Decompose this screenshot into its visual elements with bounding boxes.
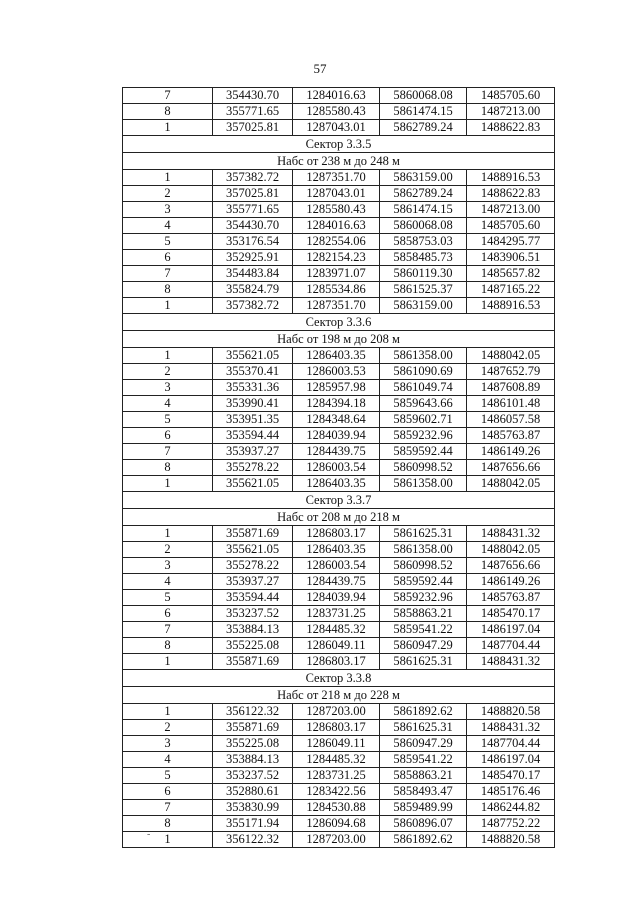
coordinate-cell: 1484295.77 xyxy=(467,234,555,250)
coordinate-cell: 353176.54 xyxy=(213,234,293,250)
coordinate-cell: 354483.84 xyxy=(213,266,293,282)
table-row xyxy=(123,234,555,250)
coordinate-cell: 5860998.52 xyxy=(380,460,467,476)
table-row xyxy=(123,282,555,298)
coordinate-cell: 1284439.75 xyxy=(293,444,380,460)
table-row xyxy=(123,526,555,542)
coordinate-cell: 1487165.22 xyxy=(467,282,555,298)
sector-header: Набс от 238 м до 248 м xyxy=(123,153,555,170)
table-row xyxy=(123,88,555,104)
table-row xyxy=(123,250,555,266)
coordinate-cell: 1485705.60 xyxy=(467,218,555,234)
sector-header: Набс от 218 м до 228 м xyxy=(123,687,555,704)
table-row xyxy=(123,736,555,752)
point-number-cell: 1 xyxy=(123,832,213,848)
coordinate-cell: 5858493.47 xyxy=(380,784,467,800)
coordinate-cell: 355771.65 xyxy=(213,202,293,218)
point-number-cell: 7 xyxy=(123,88,213,104)
sector-header: Набс от 198 м до 208 м xyxy=(123,331,555,348)
coordinate-cell: 1483906.51 xyxy=(467,250,555,266)
coordinate-cell: 1486057.58 xyxy=(467,412,555,428)
table-row xyxy=(123,638,555,654)
table-row xyxy=(123,606,555,622)
coordinate-cell: 1486197.04 xyxy=(467,622,555,638)
point-number-cell: 1 xyxy=(123,298,213,314)
coordinate-cell: 5863159.00 xyxy=(380,298,467,314)
coordinate-cell: 1286049.11 xyxy=(293,638,380,654)
point-number-cell: 1 xyxy=(123,476,213,492)
coordinate-cell: 352925.91 xyxy=(213,250,293,266)
coordinate-cell: 355621.05 xyxy=(213,542,293,558)
coordinate-cell: 1487704.44 xyxy=(467,638,555,654)
coordinate-cell: 353951.35 xyxy=(213,412,293,428)
table-row xyxy=(123,476,555,492)
point-number-cell: 8 xyxy=(123,638,213,654)
coordinate-cell: 1488916.53 xyxy=(467,170,555,186)
coordinate-cell: 1488431.32 xyxy=(467,526,555,542)
coordinate-cell: 355621.05 xyxy=(213,476,293,492)
sector-header-row xyxy=(123,687,555,704)
coordinate-cell: 5861090.69 xyxy=(380,364,467,380)
coordinate-cell: 1287043.01 xyxy=(293,186,380,202)
coordinate-cell: 355225.08 xyxy=(213,736,293,752)
coordinate-cell: 353937.27 xyxy=(213,444,293,460)
point-number-cell: 3 xyxy=(123,558,213,574)
coordinate-cell: 357025.81 xyxy=(213,120,293,136)
coordinate-cell: 5858863.21 xyxy=(380,606,467,622)
table-row xyxy=(123,364,555,380)
point-number-cell: 3 xyxy=(123,736,213,752)
table-row xyxy=(123,218,555,234)
coordinate-cell: 1486149.26 xyxy=(467,444,555,460)
coordinate-cell: 1287043.01 xyxy=(293,120,380,136)
coordinate-cell: 353237.52 xyxy=(213,606,293,622)
coordinate-cell: 355824.79 xyxy=(213,282,293,298)
point-number-cell: 1 xyxy=(123,348,213,364)
coordinate-cell: 1286049.11 xyxy=(293,736,380,752)
coordinate-cell: 1485763.87 xyxy=(467,428,555,444)
coordinate-cell: 1284485.32 xyxy=(293,622,380,638)
sector-header-row xyxy=(123,670,555,687)
point-number-cell: 1 xyxy=(123,170,213,186)
coordinate-cell: 357025.81 xyxy=(213,186,293,202)
coordinate-cell: 5862789.24 xyxy=(380,186,467,202)
coordinate-cell: 1286003.53 xyxy=(293,364,380,380)
coordinate-cell: 353990.41 xyxy=(213,396,293,412)
table-row xyxy=(123,542,555,558)
table-row xyxy=(123,186,555,202)
table-row xyxy=(123,622,555,638)
coordinate-cell: 5860947.29 xyxy=(380,736,467,752)
coordinate-cell: 352880.61 xyxy=(213,784,293,800)
coordinate-cell: 5860068.08 xyxy=(380,218,467,234)
point-number-cell: 2 xyxy=(123,542,213,558)
coordinate-cell: 5858485.73 xyxy=(380,250,467,266)
coordinate-cell: 5861625.31 xyxy=(380,720,467,736)
point-number-cell: 4 xyxy=(123,396,213,412)
coordinates-table xyxy=(122,87,555,848)
coordinate-cell: 1284016.63 xyxy=(293,218,380,234)
coordinate-cell: 356122.32 xyxy=(213,832,293,848)
coordinate-cell: 5860947.29 xyxy=(380,638,467,654)
coordinate-cell: 5859592.44 xyxy=(380,574,467,590)
coordinate-cell: 1488622.83 xyxy=(467,186,555,202)
coordinate-cell: 1282154.23 xyxy=(293,250,380,266)
coordinate-cell: 5861358.00 xyxy=(380,348,467,364)
page-number: 57 xyxy=(313,61,327,76)
coordinate-cell: 1488622.83 xyxy=(467,120,555,136)
point-number-cell: 3 xyxy=(123,202,213,218)
coordinate-cell: 1284039.94 xyxy=(293,590,380,606)
coordinate-cell: 1286803.17 xyxy=(293,720,380,736)
coordinate-cell: 5858863.21 xyxy=(380,768,467,784)
coordinate-cell: 355871.69 xyxy=(213,654,293,670)
coordinate-cell: 1284485.32 xyxy=(293,752,380,768)
coordinate-cell: 355278.22 xyxy=(213,558,293,574)
coordinate-cell: 355278.22 xyxy=(213,460,293,476)
point-number-cell: 7 xyxy=(123,622,213,638)
coordinate-cell: 5861625.31 xyxy=(380,654,467,670)
table-row xyxy=(123,460,555,476)
coordinate-cell: 1283971.07 xyxy=(293,266,380,282)
coordinate-cell: 5859232.96 xyxy=(380,590,467,606)
coordinate-cell: 5861892.62 xyxy=(380,832,467,848)
coordinate-cell: 1286803.17 xyxy=(293,654,380,670)
point-number-cell: 8 xyxy=(123,460,213,476)
coordinate-cell: 1487213.00 xyxy=(467,202,555,218)
table-row xyxy=(123,266,555,282)
coordinate-cell: 1488431.32 xyxy=(467,654,555,670)
coordinate-cell: 353884.13 xyxy=(213,752,293,768)
coordinate-cell: 353594.44 xyxy=(213,590,293,606)
point-number-cell: 4 xyxy=(123,752,213,768)
sector-header-row xyxy=(123,136,555,153)
coordinate-cell: 1486197.04 xyxy=(467,752,555,768)
coordinate-cell: 5861049.74 xyxy=(380,380,467,396)
coordinate-cell: 5861525.37 xyxy=(380,282,467,298)
coordinate-cell: 1487213.00 xyxy=(467,104,555,120)
coordinate-cell: 355621.05 xyxy=(213,348,293,364)
coordinate-cell: 5859232.96 xyxy=(380,428,467,444)
coordinate-cell: 1286403.35 xyxy=(293,542,380,558)
coordinate-cell: 5861474.15 xyxy=(380,202,467,218)
coordinate-cell: 1485470.17 xyxy=(467,606,555,622)
coordinate-cell: 5861358.00 xyxy=(380,476,467,492)
coordinate-cell: 5861892.62 xyxy=(380,704,467,720)
coordinate-cell: 1284530.88 xyxy=(293,800,380,816)
coordinate-cell: 1284439.75 xyxy=(293,574,380,590)
coordinate-cell: 357382.72 xyxy=(213,170,293,186)
coordinate-cell: 1487704.44 xyxy=(467,736,555,752)
table-row xyxy=(123,412,555,428)
coordinate-cell: 1485705.60 xyxy=(467,88,555,104)
point-number-cell: 4 xyxy=(123,218,213,234)
table-row xyxy=(123,800,555,816)
coordinate-cell: 5862789.24 xyxy=(380,120,467,136)
coordinate-cell: 355370.41 xyxy=(213,364,293,380)
table-row xyxy=(123,380,555,396)
coordinate-cell: 1285957.98 xyxy=(293,380,380,396)
table-row xyxy=(123,832,555,848)
point-number-cell: 6 xyxy=(123,606,213,622)
coordinate-cell: 1287203.00 xyxy=(293,832,380,848)
coordinate-cell: 353937.27 xyxy=(213,574,293,590)
coordinate-cell: 1284394.18 xyxy=(293,396,380,412)
coordinate-cell: 1488916.53 xyxy=(467,298,555,314)
coordinate-cell: 1488042.05 xyxy=(467,542,555,558)
table-row xyxy=(123,784,555,800)
sector-header-row xyxy=(123,314,555,331)
coordinate-cell: 1286403.35 xyxy=(293,476,380,492)
point-number-cell: 2 xyxy=(123,364,213,380)
point-number-cell: 8 xyxy=(123,104,213,120)
point-number-cell: 1 xyxy=(123,526,213,542)
coordinate-cell: 1286403.35 xyxy=(293,348,380,364)
sector-header: Набс от 208 м до 218 м xyxy=(123,509,555,526)
coordinate-cell: 5860119.30 xyxy=(380,266,467,282)
coordinate-cell: 5861358.00 xyxy=(380,542,467,558)
sector-header: Сектор 3.3.7 xyxy=(123,492,555,509)
coordinate-cell: 354430.70 xyxy=(213,218,293,234)
coordinate-cell: 1285580.43 xyxy=(293,104,380,120)
table-row xyxy=(123,298,555,314)
coordinate-cell: 353884.13 xyxy=(213,622,293,638)
coordinate-cell: 1488820.58 xyxy=(467,832,555,848)
coordinate-cell: 355225.08 xyxy=(213,638,293,654)
point-number-cell: 2 xyxy=(123,720,213,736)
point-number-cell: 7 xyxy=(123,266,213,282)
coordinate-cell: 1284348.64 xyxy=(293,412,380,428)
coordinate-cell: 1487656.66 xyxy=(467,558,555,574)
point-number-cell: 6 xyxy=(123,784,213,800)
coordinate-cell: 5859541.22 xyxy=(380,752,467,768)
coordinate-cell: 1485657.82 xyxy=(467,266,555,282)
table-row xyxy=(123,704,555,720)
coordinate-cell: 355171.94 xyxy=(213,816,293,832)
coordinate-cell: 1488042.05 xyxy=(467,348,555,364)
table-row xyxy=(123,444,555,460)
coordinate-cell: 1287203.00 xyxy=(293,704,380,720)
coordinate-cell: 5859489.99 xyxy=(380,800,467,816)
point-number-cell: 4 xyxy=(123,574,213,590)
coordinate-cell: 1284039.94 xyxy=(293,428,380,444)
coordinate-cell: 1283422.56 xyxy=(293,784,380,800)
coordinate-cell: 355871.69 xyxy=(213,526,293,542)
coordinate-cell: 1286094.68 xyxy=(293,816,380,832)
sector-header-row xyxy=(123,153,555,170)
coordinate-cell: 355331.36 xyxy=(213,380,293,396)
scan-mark: - xyxy=(147,829,151,840)
point-number-cell: 5 xyxy=(123,590,213,606)
coordinate-cell: 354430.70 xyxy=(213,88,293,104)
coordinate-cell: 5859592.44 xyxy=(380,444,467,460)
coordinate-cell: 5861625.31 xyxy=(380,526,467,542)
coordinate-cell: 1285580.43 xyxy=(293,202,380,218)
coordinate-cell: 1286003.54 xyxy=(293,558,380,574)
coordinate-cell: 1283731.25 xyxy=(293,606,380,622)
table-row xyxy=(123,752,555,768)
point-number-cell: 8 xyxy=(123,282,213,298)
coordinate-cell: 1486149.26 xyxy=(467,574,555,590)
coordinate-cell: 5859541.22 xyxy=(380,622,467,638)
point-number-cell: 5 xyxy=(123,412,213,428)
table-row xyxy=(123,816,555,832)
point-number-cell: 5 xyxy=(123,234,213,250)
coordinate-cell: 1286003.54 xyxy=(293,460,380,476)
table-row xyxy=(123,558,555,574)
coordinate-cell: 1485176.46 xyxy=(467,784,555,800)
coordinate-cell: 356122.32 xyxy=(213,704,293,720)
coordinate-cell: 355771.65 xyxy=(213,104,293,120)
table-row xyxy=(123,428,555,444)
coordinate-cell: 1487752.22 xyxy=(467,816,555,832)
coordinate-cell: 1487608.89 xyxy=(467,380,555,396)
coordinate-cell: 1285534.86 xyxy=(293,282,380,298)
point-number-cell: 8 xyxy=(123,816,213,832)
coordinate-cell: 5860896.07 xyxy=(380,816,467,832)
coordinate-cell: 1485763.87 xyxy=(467,590,555,606)
coordinate-cell: 1488820.58 xyxy=(467,704,555,720)
table-row xyxy=(123,202,555,218)
sector-header-row xyxy=(123,331,555,348)
coordinate-cell: 1284016.63 xyxy=(293,88,380,104)
coordinate-cell: 1487656.66 xyxy=(467,460,555,476)
coordinate-cell: 1486101.48 xyxy=(467,396,555,412)
coordinate-cell: 353237.52 xyxy=(213,768,293,784)
coordinate-cell: 355871.69 xyxy=(213,720,293,736)
sector-header: Сектор 3.3.5 xyxy=(123,136,555,153)
table-row xyxy=(123,574,555,590)
point-number-cell: 6 xyxy=(123,250,213,266)
sector-header: Сектор 3.3.6 xyxy=(123,314,555,331)
point-number-cell: 1 xyxy=(123,704,213,720)
point-number-cell: 5 xyxy=(123,768,213,784)
table-row xyxy=(123,104,555,120)
coordinate-cell: 1485470.17 xyxy=(467,768,555,784)
coordinate-cell: 1287351.70 xyxy=(293,298,380,314)
table-row xyxy=(123,348,555,364)
table-row xyxy=(123,768,555,784)
point-number-cell: 1 xyxy=(123,120,213,136)
sector-header-row xyxy=(123,492,555,509)
point-number-cell: 1 xyxy=(123,654,213,670)
coordinate-cell: 353594.44 xyxy=(213,428,293,444)
coordinate-cell: 5858753.03 xyxy=(380,234,467,250)
coordinate-cell: 1488042.05 xyxy=(467,476,555,492)
coordinate-cell: 5859643.66 xyxy=(380,396,467,412)
coordinate-cell: 5863159.00 xyxy=(380,170,467,186)
point-number-cell: 3 xyxy=(123,380,213,396)
point-number-cell: 7 xyxy=(123,444,213,460)
coordinate-cell: 1286803.17 xyxy=(293,526,380,542)
table-row xyxy=(123,120,555,136)
coordinate-cell: 1287351.70 xyxy=(293,170,380,186)
coordinate-cell: 5861474.15 xyxy=(380,104,467,120)
coordinate-cell: 1282554.06 xyxy=(293,234,380,250)
coordinate-cell: 1488431.32 xyxy=(467,720,555,736)
coordinate-cell: 1487652.79 xyxy=(467,364,555,380)
sector-header-row xyxy=(123,509,555,526)
sector-header: Сектор 3.3.8 xyxy=(123,670,555,687)
table-row xyxy=(123,170,555,186)
coordinate-cell: 353830.99 xyxy=(213,800,293,816)
table-row xyxy=(123,590,555,606)
table-row xyxy=(123,720,555,736)
table-row xyxy=(123,654,555,670)
coordinate-cell: 5860998.52 xyxy=(380,558,467,574)
coordinate-cell: 1283731.25 xyxy=(293,768,380,784)
table-row xyxy=(123,396,555,412)
point-number-cell: 6 xyxy=(123,428,213,444)
coordinate-cell: 5859602.71 xyxy=(380,412,467,428)
coordinate-cell: 1486244.82 xyxy=(467,800,555,816)
point-number-cell: 7 xyxy=(123,800,213,816)
coordinate-cell: 5860068.08 xyxy=(380,88,467,104)
coordinate-cell: 357382.72 xyxy=(213,298,293,314)
point-number-cell: 2 xyxy=(123,186,213,202)
